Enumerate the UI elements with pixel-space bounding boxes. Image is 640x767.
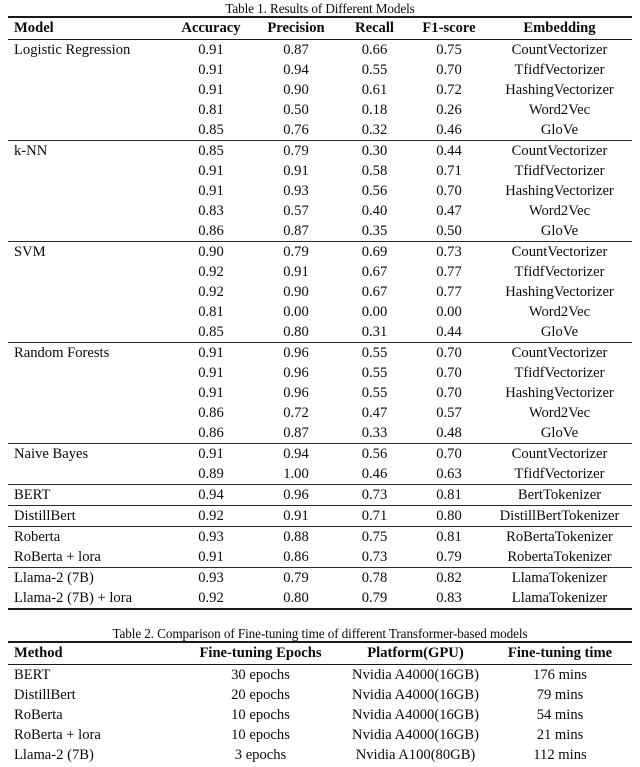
cell-model bbox=[8, 423, 168, 444]
cell-precision: 0.57 bbox=[283, 203, 309, 219]
cell-accuracy: 0.81 bbox=[198, 304, 224, 320]
finetuning-time-table bbox=[8, 641, 632, 765]
cell-f1score: 0.44 bbox=[411, 141, 487, 162]
cell-embedding: TfidfVectorizer bbox=[514, 62, 605, 78]
cell-epochs: 30 epochs bbox=[178, 665, 343, 686]
cell-model: Naive Bayes bbox=[8, 444, 168, 465]
table-row bbox=[8, 383, 632, 403]
cell-f1score: 0.70 bbox=[436, 62, 462, 78]
cell-model: Logistic Regression bbox=[8, 40, 168, 61]
cell-model bbox=[8, 181, 168, 201]
cell-precision: 0.79 bbox=[254, 242, 338, 263]
table-row bbox=[8, 242, 632, 263]
cell-model bbox=[8, 302, 168, 322]
cell-time: 176 mins bbox=[488, 665, 632, 686]
cell-method: RoBerta + lora bbox=[14, 727, 101, 743]
table2-header bbox=[8, 642, 632, 665]
cell-precision: 0.80 bbox=[283, 324, 309, 340]
table-row bbox=[8, 568, 632, 589]
cell-accuracy: 0.85 bbox=[198, 324, 224, 340]
table2-header-row bbox=[8, 642, 632, 665]
table-row bbox=[8, 80, 632, 100]
table-row bbox=[8, 725, 632, 745]
column-header-platform-gpu: Platform(GPU) bbox=[343, 642, 488, 665]
table-row bbox=[8, 262, 632, 282]
cell-method: RoBerta bbox=[14, 707, 63, 723]
cell-precision: 0.96 bbox=[283, 385, 309, 401]
cell-accuracy: 0.92 bbox=[198, 590, 224, 606]
table-row bbox=[8, 464, 632, 485]
table-row bbox=[8, 40, 632, 61]
cell-epochs: 3 epochs bbox=[234, 747, 287, 763]
cell-f1score: 0.57 bbox=[436, 405, 462, 421]
cell-precision: 0.91 bbox=[254, 506, 338, 527]
table2-body bbox=[8, 665, 632, 766]
cell-recall: 0.69 bbox=[338, 242, 411, 263]
table-row bbox=[8, 403, 632, 423]
cell-f1score: 0.75 bbox=[411, 40, 487, 61]
table-row bbox=[8, 100, 632, 120]
cell-precision: 0.72 bbox=[283, 405, 309, 421]
table-row bbox=[8, 161, 632, 181]
cell-accuracy: 0.89 bbox=[198, 466, 224, 482]
cell-model: Llama-2 (7B) + lora bbox=[14, 590, 133, 606]
cell-recall: 0.58 bbox=[361, 163, 388, 179]
cell-recall: 0.66 bbox=[338, 40, 411, 61]
cell-embedding: HashingVectorizer bbox=[505, 284, 614, 300]
cell-accuracy: 0.86 bbox=[198, 405, 224, 421]
cell-precision: 0.80 bbox=[283, 590, 309, 606]
cell-accuracy: 0.91 bbox=[198, 62, 224, 78]
table-row bbox=[8, 547, 632, 568]
cell-recall: 0.18 bbox=[361, 102, 388, 118]
cell-f1score: 0.00 bbox=[436, 304, 462, 320]
cell-precision: 0.87 bbox=[254, 40, 338, 61]
cell-accuracy: 0.91 bbox=[168, 40, 254, 61]
cell-time: 79 mins bbox=[536, 687, 584, 703]
cell-recall: 0.73 bbox=[361, 549, 388, 565]
table1-header bbox=[8, 17, 632, 40]
table1-header-row bbox=[8, 17, 632, 40]
cell-f1score: 0.70 bbox=[436, 365, 462, 381]
cell-accuracy: 0.85 bbox=[168, 141, 254, 162]
cell-recall: 0.35 bbox=[361, 223, 388, 239]
cell-recall: 0.40 bbox=[361, 203, 388, 219]
cell-platform: Nvidia A4000(16GB) bbox=[352, 687, 479, 703]
cell-f1score: 0.70 bbox=[411, 343, 487, 364]
table-row bbox=[8, 282, 632, 302]
cell-accuracy: 0.81 bbox=[198, 102, 224, 118]
cell-f1score: 0.77 bbox=[436, 284, 462, 300]
cell-precision: 0.96 bbox=[254, 485, 338, 506]
cell-recall: 0.78 bbox=[338, 568, 411, 589]
cell-model: k-NN bbox=[8, 141, 168, 162]
cell-model: Random Forests bbox=[8, 343, 168, 364]
cell-model: DistillBert bbox=[8, 506, 168, 527]
cell-embedding: LlamaTokenizer bbox=[487, 568, 632, 589]
table-spacer bbox=[0, 610, 640, 624]
cell-f1score: 0.71 bbox=[436, 163, 462, 179]
table-row bbox=[8, 423, 632, 444]
cell-model: RoBerta + lora bbox=[14, 549, 101, 565]
cell-method: BERT bbox=[8, 665, 178, 686]
cell-f1score: 0.72 bbox=[436, 82, 462, 98]
cell-precision: 1.00 bbox=[283, 466, 309, 482]
table-row bbox=[8, 120, 632, 141]
cell-embedding: CountVectorizer bbox=[487, 444, 632, 465]
cell-time: 54 mins bbox=[536, 707, 584, 723]
cell-f1score: 0.82 bbox=[411, 568, 487, 589]
cell-embedding: HashingVectorizer bbox=[505, 385, 614, 401]
cell-accuracy: 0.91 bbox=[168, 444, 254, 465]
cell-precision: 0.88 bbox=[254, 527, 338, 548]
cell-accuracy: 0.86 bbox=[198, 425, 224, 441]
table-row bbox=[8, 444, 632, 465]
cell-f1score: 0.73 bbox=[411, 242, 487, 263]
cell-recall: 0.55 bbox=[361, 365, 388, 381]
table2-wrapper bbox=[8, 641, 632, 765]
cell-model bbox=[8, 221, 168, 242]
cell-time: 21 mins bbox=[536, 727, 584, 743]
cell-method: Llama-2 (7B) bbox=[14, 747, 94, 763]
cell-epochs: 10 epochs bbox=[231, 707, 290, 723]
cell-recall: 0.61 bbox=[361, 82, 388, 98]
cell-f1score: 0.77 bbox=[436, 264, 462, 280]
cell-recall: 0.32 bbox=[361, 122, 388, 138]
cell-precision: 0.91 bbox=[283, 264, 309, 280]
cell-accuracy: 0.86 bbox=[198, 223, 224, 239]
cell-embedding: RobertaTokenizer bbox=[507, 549, 612, 565]
cell-embedding: TfidfVectorizer bbox=[514, 466, 605, 482]
table-row bbox=[8, 201, 632, 221]
table1-wrapper bbox=[8, 16, 632, 610]
cell-embedding: Word2Vec bbox=[528, 102, 591, 118]
results-table bbox=[8, 16, 632, 610]
cell-embedding: CountVectorizer bbox=[487, 343, 632, 364]
cell-embedding: Word2Vec bbox=[528, 203, 591, 219]
table-row bbox=[8, 343, 632, 364]
cell-embedding: GloVe bbox=[540, 223, 579, 239]
cell-model bbox=[8, 383, 168, 403]
cell-accuracy: 0.91 bbox=[198, 365, 224, 381]
table2-caption: Table 2. Comparison of Fine-tuning time of different Transformer-based models bbox=[112, 626, 528, 641]
cell-embedding: HashingVectorizer bbox=[505, 183, 614, 199]
table1-caption: Table 1. Results of Different Models bbox=[225, 1, 415, 16]
cell-precision: 0.90 bbox=[283, 82, 309, 98]
cell-f1score: 0.80 bbox=[411, 506, 487, 527]
table-row bbox=[8, 181, 632, 201]
cell-recall: 0.55 bbox=[338, 343, 411, 364]
cell-f1score: 0.63 bbox=[436, 466, 462, 482]
cell-accuracy: 0.91 bbox=[168, 343, 254, 364]
cell-f1score: 0.50 bbox=[436, 223, 462, 239]
cell-f1score: 0.26 bbox=[436, 102, 462, 118]
cell-model bbox=[8, 161, 168, 181]
cell-recall: 0.79 bbox=[361, 590, 388, 606]
cell-accuracy: 0.91 bbox=[198, 385, 224, 401]
table-row bbox=[8, 141, 632, 162]
cell-model: Llama-2 (7B) bbox=[8, 568, 168, 589]
cell-embedding: GloVe bbox=[540, 425, 579, 441]
cell-accuracy: 0.91 bbox=[198, 183, 224, 199]
cell-precision: 0.50 bbox=[283, 102, 309, 118]
cell-f1score: 0.83 bbox=[436, 590, 462, 606]
cell-embedding: CountVectorizer bbox=[487, 242, 632, 263]
table-row bbox=[8, 665, 632, 686]
cell-accuracy: 0.92 bbox=[168, 506, 254, 527]
cell-f1score: 0.70 bbox=[411, 444, 487, 465]
cell-recall: 0.55 bbox=[361, 62, 388, 78]
cell-accuracy: 0.91 bbox=[198, 549, 224, 565]
cell-method: DistillBert bbox=[14, 687, 76, 703]
cell-precision: 0.93 bbox=[283, 183, 309, 199]
cell-embedding: CountVectorizer bbox=[487, 40, 632, 61]
cell-model bbox=[8, 403, 168, 423]
cell-f1score: 0.48 bbox=[436, 425, 462, 441]
cell-accuracy: 0.91 bbox=[198, 163, 224, 179]
cell-model bbox=[8, 322, 168, 343]
cell-embedding: RoBertaTokenizer bbox=[487, 527, 632, 548]
cell-precision: 0.94 bbox=[283, 62, 309, 78]
cell-precision: 0.94 bbox=[254, 444, 338, 465]
cell-precision: 0.87 bbox=[283, 425, 309, 441]
table-row bbox=[8, 302, 632, 322]
cell-accuracy: 0.91 bbox=[198, 82, 224, 98]
cell-precision: 0.96 bbox=[283, 365, 309, 381]
column-header-precision: Precision bbox=[254, 17, 338, 40]
cell-precision: 0.86 bbox=[283, 549, 309, 565]
column-header-finetuning-epochs: Fine-tuning Epochs bbox=[178, 642, 343, 665]
column-header-accuracy: Accuracy bbox=[168, 17, 254, 40]
cell-recall: 0.67 bbox=[361, 264, 388, 280]
column-header-finetuning-time: Fine-tuning time bbox=[488, 642, 632, 665]
cell-accuracy: 0.93 bbox=[168, 527, 254, 548]
cell-model bbox=[8, 262, 168, 282]
cell-precision: 0.87 bbox=[283, 223, 309, 239]
cell-embedding: GloVe bbox=[540, 122, 579, 138]
cell-model bbox=[8, 201, 168, 221]
cell-f1score: 0.81 bbox=[411, 485, 487, 506]
cell-f1score: 0.46 bbox=[436, 122, 462, 138]
cell-platform: Nvidia A100(80GB) bbox=[355, 747, 476, 763]
cell-platform: Nvidia A4000(16GB) bbox=[343, 665, 488, 686]
cell-recall: 0.56 bbox=[338, 444, 411, 465]
cell-model: SVM bbox=[8, 242, 168, 263]
cell-epochs: 20 epochs bbox=[231, 687, 290, 703]
cell-embedding: DistillBertTokenizer bbox=[487, 506, 632, 527]
cell-accuracy: 0.94 bbox=[168, 485, 254, 506]
cell-epochs: 10 epochs bbox=[231, 727, 290, 743]
cell-accuracy: 0.83 bbox=[198, 203, 224, 219]
table-row bbox=[8, 527, 632, 548]
cell-embedding: Word2Vec bbox=[528, 304, 591, 320]
cell-embedding: BertTokenizer bbox=[487, 485, 632, 506]
cell-embedding: HashingVectorizer bbox=[505, 82, 614, 98]
table-row bbox=[8, 363, 632, 383]
table-row bbox=[8, 506, 632, 527]
cell-accuracy: 0.92 bbox=[198, 284, 224, 300]
cell-recall: 0.71 bbox=[338, 506, 411, 527]
cell-recall: 0.47 bbox=[361, 405, 388, 421]
table-row bbox=[8, 685, 632, 705]
cell-recall: 0.31 bbox=[361, 324, 388, 340]
cell-precision: 0.91 bbox=[283, 163, 309, 179]
cell-accuracy: 0.93 bbox=[168, 568, 254, 589]
cell-recall: 0.46 bbox=[361, 466, 388, 482]
cell-f1score: 0.81 bbox=[411, 527, 487, 548]
cell-embedding: TfidfVectorizer bbox=[514, 365, 605, 381]
cell-precision: 0.90 bbox=[283, 284, 309, 300]
cell-time: 112 mins bbox=[533, 747, 587, 763]
table-row bbox=[8, 745, 632, 765]
cell-precision: 0.96 bbox=[254, 343, 338, 364]
cell-model bbox=[8, 60, 168, 80]
cell-model bbox=[8, 363, 168, 383]
table-row bbox=[8, 221, 632, 242]
cell-f1score: 0.79 bbox=[436, 549, 462, 565]
table-row bbox=[8, 485, 632, 506]
cell-recall: 0.30 bbox=[338, 141, 411, 162]
cell-accuracy: 0.92 bbox=[198, 264, 224, 280]
cell-embedding: TfidfVectorizer bbox=[514, 264, 605, 280]
column-header-method: Method bbox=[8, 642, 178, 665]
cell-precision: 0.76 bbox=[283, 122, 309, 138]
cell-precision: 0.79 bbox=[254, 568, 338, 589]
cell-embedding: LlamaTokenizer bbox=[511, 590, 608, 606]
cell-recall: 0.00 bbox=[361, 304, 388, 320]
cell-model bbox=[8, 120, 168, 141]
table1-body bbox=[8, 40, 632, 611]
cell-model bbox=[8, 464, 168, 485]
column-header-f1score: F1-score bbox=[411, 17, 487, 40]
cell-platform: Nvidia A4000(16GB) bbox=[352, 727, 479, 743]
cell-accuracy: 0.85 bbox=[198, 122, 224, 138]
cell-f1score: 0.70 bbox=[436, 385, 462, 401]
cell-embedding: GloVe bbox=[540, 324, 579, 340]
cell-f1score: 0.47 bbox=[436, 203, 462, 219]
cell-recall: 0.75 bbox=[338, 527, 411, 548]
cell-accuracy: 0.90 bbox=[168, 242, 254, 263]
cell-f1score: 0.70 bbox=[436, 183, 462, 199]
cell-recall: 0.33 bbox=[361, 425, 388, 441]
cell-model bbox=[8, 100, 168, 120]
cell-embedding: CountVectorizer bbox=[487, 141, 632, 162]
table-row bbox=[8, 60, 632, 80]
cell-embedding: Word2Vec bbox=[528, 405, 591, 421]
table-row bbox=[8, 322, 632, 343]
cell-f1score: 0.44 bbox=[436, 324, 462, 340]
cell-model: Roberta bbox=[8, 527, 168, 548]
cell-precision: 0.00 bbox=[283, 304, 309, 320]
cell-recall: 0.67 bbox=[361, 284, 388, 300]
cell-embedding: TfidfVectorizer bbox=[514, 163, 605, 179]
column-header-recall: Recall bbox=[338, 17, 411, 40]
column-header-model: Model bbox=[8, 17, 168, 40]
cell-recall: 0.55 bbox=[361, 385, 388, 401]
cell-precision: 0.79 bbox=[254, 141, 338, 162]
cell-model: BERT bbox=[8, 485, 168, 506]
cell-model bbox=[8, 282, 168, 302]
column-header-embedding: Embedding bbox=[487, 17, 632, 40]
table-row bbox=[8, 705, 632, 725]
cell-recall: 0.56 bbox=[361, 183, 388, 199]
cell-model bbox=[8, 80, 168, 100]
table-row bbox=[8, 588, 632, 609]
cell-platform: Nvidia A4000(16GB) bbox=[352, 707, 479, 723]
cell-recall: 0.73 bbox=[338, 485, 411, 506]
